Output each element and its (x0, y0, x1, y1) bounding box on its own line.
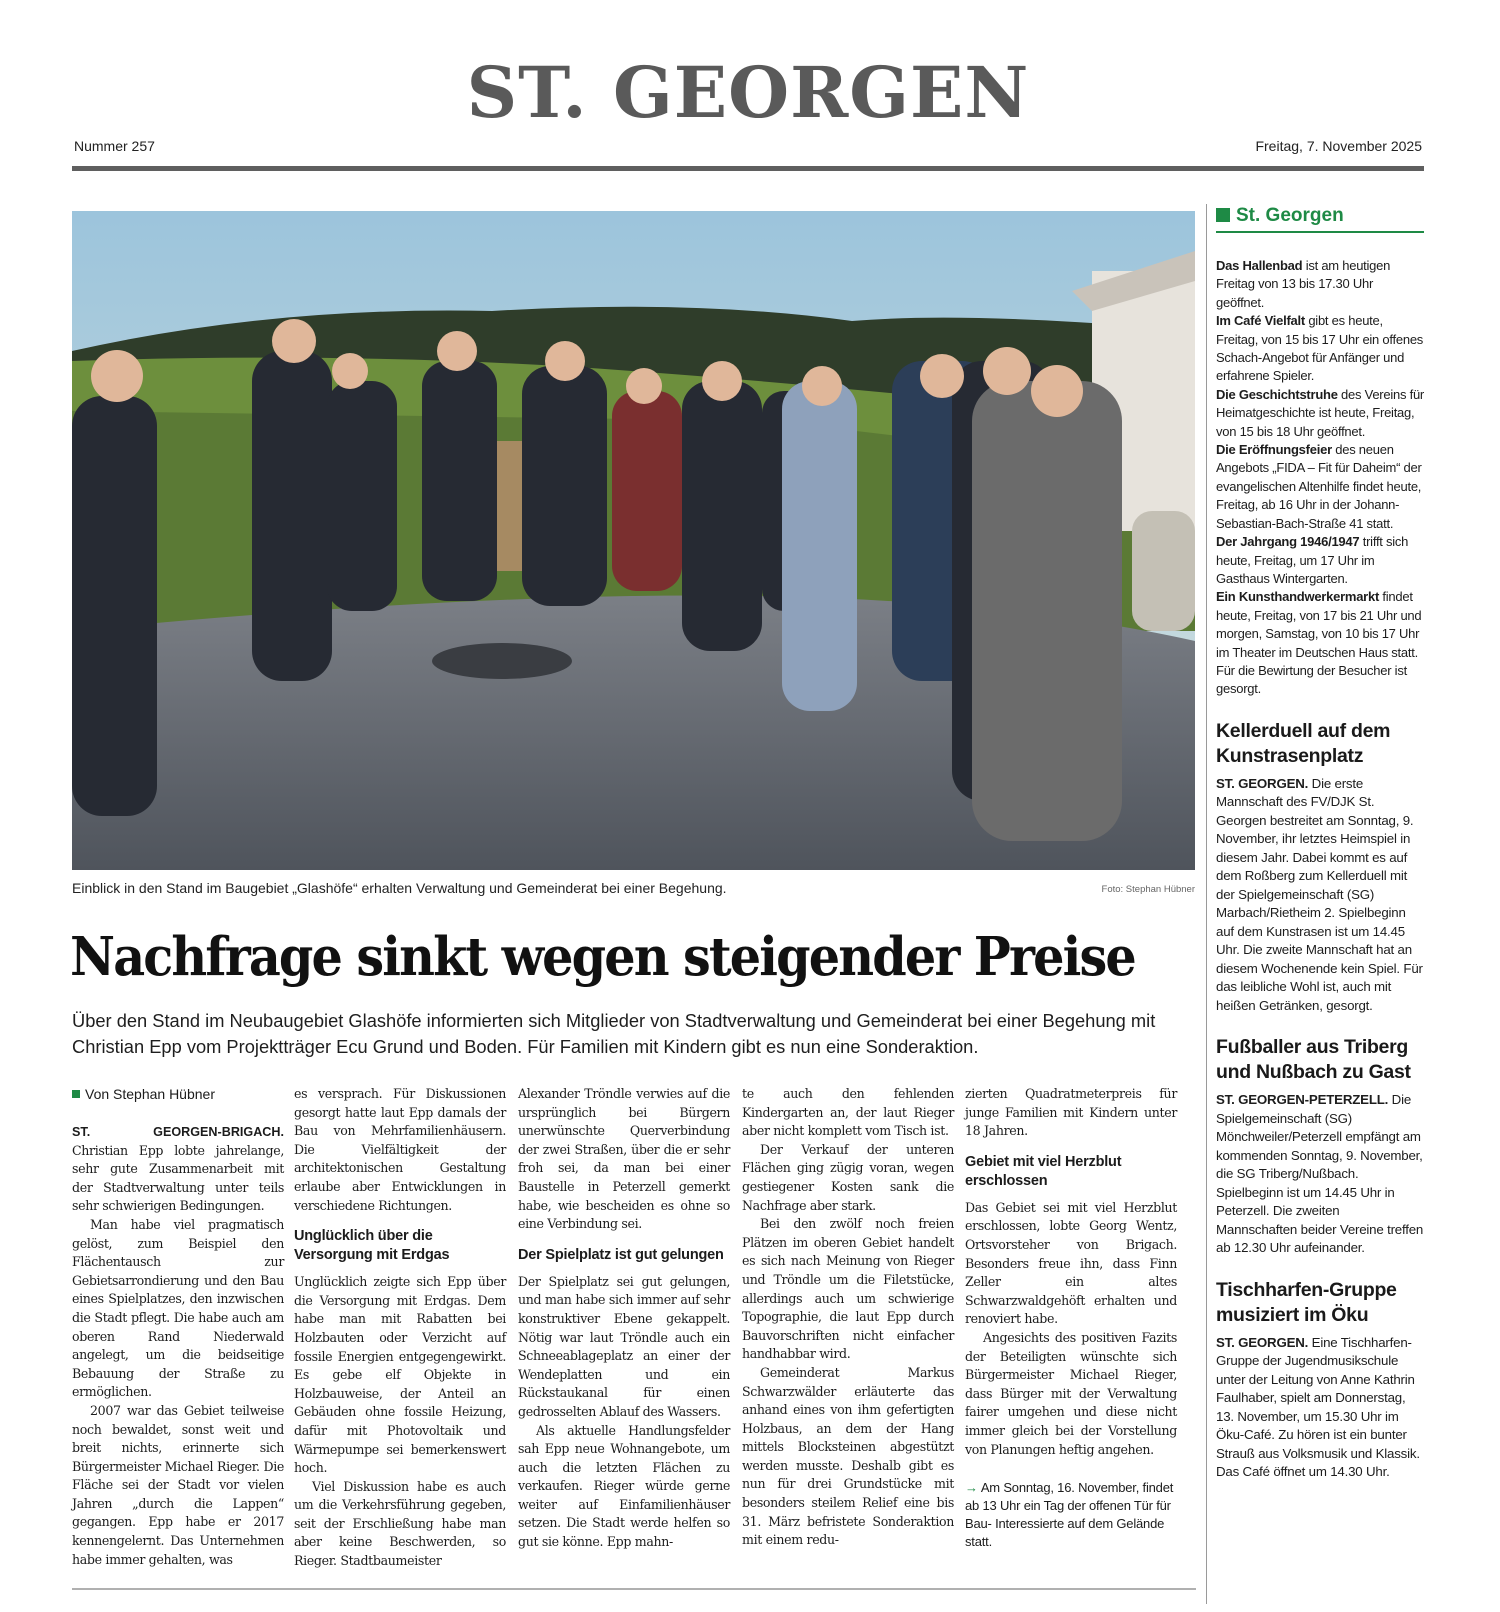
article-bottom-rule (72, 1588, 1196, 1590)
brief-text: trifft sich heute, Freitag, um 17 Uhr im Gasthaus Wintergarten. (1216, 534, 1409, 586)
article-paragraph (72, 1123, 284, 1216)
article-paragraph: Angesichts des positiven Fazits der Beteiligten wünschte sich Bürgermeister Michael Rieger, dass Bürger mit der Verwaltung fairer umgehen und diese nicht immer gleich bei der Vorstellung von Planungen heftig angehen. (965, 1329, 1177, 1457)
article-paragraph: zierten Quadratmeterpreis für junge Familien mit Kindern unter 18 Jahren. (965, 1086, 1177, 1139)
photo-illustration (72, 211, 1195, 870)
article-paragraph: Der Verkauf der unteren Flächen ging zügig voran, wegen gestiegener Kosten sank die Nachfrage aber stark. (742, 1141, 954, 1213)
brief-item (1216, 312, 1424, 386)
article-paragraph: es versprach. Für Diskussionen gesorgt hatte laut Epp damals der Bau von Mehrfamilienhäusern. Die Vielfältigkeit der architektonischen Gestaltung erlaube aber Entwicklungen in verschiedene Richtungen. (294, 1086, 506, 1213)
brief-lead: Ein Kunsthandwerkermarkt (1216, 589, 1380, 605)
article-subhead: Der Spielplatz ist gut gelungen (518, 1246, 724, 1263)
article-column-5 (965, 1085, 1177, 1551)
column-divider (1206, 204, 1207, 1604)
article-column-3 (518, 1085, 730, 1552)
dateline: ST. GEORGEN. (1216, 775, 1309, 791)
sidebar-section-header (1216, 204, 1424, 233)
article-paragraph: Unglücklich zeigte sich Epp über die Versorgung mit Erdgas. Dem habe man mit Rabatten bei Holzbauten oder Verzicht auf fossile Energien entgegengewirkt. Es gebe elf Objekte in Holzbauweise, der Anteil an Gebäuden ohne fossile Heizung, dafür mit Photovoltaik und Wärmepumpe sei bemerkenswert hoch. (294, 1274, 506, 1476)
article-paragraph: Viel Diskussion habe es auch um die Verkehrsführung gegeben, seit der Erschließung habe man aber keine Beschwerden, so Rieger. Stadtbaumeister (294, 1478, 506, 1569)
local-news-sidebar (1216, 204, 1424, 1482)
dateline: ST. GEORGEN-PETERZELL. (1216, 1092, 1389, 1108)
article-column-1 (72, 1085, 284, 1569)
article-paragraph: Man habe viel pragmatisch gelöst, zum Beispiel den Flächentausch zur Gebietsarrondierung und den Bau eines Spielplatzes, den inzwischen die Stadt pflegt. Die habe auch am oberen Rand Niederwald angelegt, um die beidseitige Bebauung der Straße zu ermöglichen. (72, 1216, 284, 1400)
sidebar-article (1216, 1278, 1424, 1482)
brief-lead: Im Café Vielfalt (1216, 313, 1305, 329)
article-paragraph: Als aktuelle Handlungsfelder sah Epp neue Wohnangebote, um auch die letzten Flächen zu verkaufen. Rieger würde gerne weiter auf Einfamilienhäuser setzen. Die Stadt werde helfen so gut sie könne. Epp mahn- (518, 1422, 730, 1550)
photo-credit: Foto: Stephan Hübner (1101, 884, 1195, 895)
sidebar-briefs (1216, 257, 1424, 699)
brief-item (1216, 386, 1424, 441)
article-subhead: Unglücklich über die Versorgung mit Erdgas (294, 1228, 450, 1264)
brief-lead: Der Jahrgang 1946/1947 (1216, 534, 1360, 550)
brief-item (1216, 441, 1424, 533)
issue-date: Freitag, 7. November 2025 (1255, 138, 1422, 154)
brief-item (1216, 257, 1424, 312)
newspaper-masthead: ST. GEORGEN (466, 51, 1030, 134)
article-paragraph: Bei den zwölf noch freien Plätzen im oberen Gebiet handelt es sich nach Meinung von Rieger und Tröndle um die Filetstücke, allerdings auch um schwierige Topographie, die laut Epp durch Bauvorschriften nicht einfacher handhabbar wird. (742, 1216, 954, 1362)
article-teaser: Über den Stand im Neubaugebiet Glashöfe informierten sich Mitglieder von Stadtverwaltung und Gemeinderat bei einer Begehung mit Christian Epp vom Projektträger Ecu Grund und Boden. Für Familien mit Kindern gibt es nun eine Sonderaktion. (72, 1010, 1156, 1057)
paragraph-text: Die Spielgemeinschaft (SG) Mönchweiler/Peterzell empfängt am kommenden Sonntag, 9. November, die SG Triberg/Nußbach. Spielbeginn ist um 14.45 Uhr in Peterzell. Die zweiten Mannschaften beider Vereine treffen ab 12.30 Uhr aufeinander. (1216, 1092, 1424, 1256)
paragraph-text: Eine Tischharfen-Gruppe der Jugendmusikschule unter der Leitung von Anne Kathrin Faulhaber, spielt am Donnerstag, 13. November, um 15.30 Uhr im Öku-Café. Zu hören ist ein bunter Strauß aus Volksmusik und Klassik. Das Café öffnet um 14.30 Uhr. (1216, 1334, 1420, 1480)
issue-number: Nummer 257 (74, 138, 155, 154)
article-paragraph: Gemeinderat Markus Schwarzwälder erläuterte das anhand eines von ihm gefertigten Holzbaus, an dem der Hang mittels Blocksteinen abgestützt werden musste. Deshalb gibt es nun für drei Grundstücke mit besonders steilem Relief eine bis 31. März befristete Sonderaktion mit einem redu- (742, 1364, 954, 1548)
brief-lead: Das Hallenbad (1216, 258, 1303, 273)
sidebar-article-body (1216, 1334, 1424, 1482)
photo-caption: Einblick in den Stand im Baugebiet „Glashöfe“ erhalten Verwaltung und Gemeinderat bei einer Begehung. (72, 880, 727, 896)
event-note-text: Am Sonntag, 16. November, findet ab 13 Uhr ein Tag der offenen Tür für Bau- Interessierte auf dem Gelände statt. (965, 1480, 1174, 1550)
sidebar-article-body (1216, 1091, 1424, 1258)
sidebar-section-title: St. Georgen (1236, 205, 1344, 226)
sidebar-article-body (1216, 775, 1424, 1016)
byline (72, 1085, 284, 1103)
article-paragraph: Das Gebiet sei mit viel Herzblut erschlossen, lobte Georg Wentz, Ortsvorsteher von Brigach. Besonders freue ihn, dass Finn Zeller ein altes Schwarzwaldgehöft erhalten und renoviert habe. (965, 1199, 1177, 1327)
paragraph-text: Christian Epp lobte jahrelange, sehr gute Zusammenarbeit mit der Stadtverwaltung unter teils sehr schwierigen Bedingungen. (72, 1142, 284, 1214)
brief-text: des Vereins für Heimatgeschichte ist heute, Freitag, von 15 bis 18 Uhr geöffnet. (1216, 386, 1425, 439)
arrow-right-icon: → (965, 1480, 978, 1496)
sidebar-article-title: Kellerduell auf dem Kunstrasenplatz (1216, 719, 1391, 767)
brief-item (1216, 588, 1424, 698)
brief-text: gibt es heute, Freitag, von 15 bis 17 Uhr ein offenes Schach-Angebot für Anfänger und erfahrene Spieler. (1216, 313, 1424, 384)
article-paragraph: Der Spielplatz sei gut gelungen, und man habe sich immer auf sehr konstruktiver Ebene gekappelt. Nötig war laut Tröndle auch ein Schneeablageplatz an einer der Wendeplatten und ein Rückstaukanal für einen gedrosselten Ablauf des Wassers. (518, 1273, 730, 1419)
article-subhead: Gebiet mit viel Herzblut erschlossen (965, 1153, 1122, 1189)
brief-text: findet heute, Freitag, von 17 bis 21 Uhr und morgen, Samstag, von 10 bis 17 Uhr im Theater im Deutschen Haus statt. Für die Bewirtung der Besucher ist gesorgt. (1216, 589, 1422, 697)
article-headline: Nachfrage sinkt wegen steigender Preise (70, 926, 1135, 988)
event-note (965, 1479, 1177, 1551)
dateline: ST. GEORGEN-BRIGACH. (72, 1125, 284, 1139)
sidebar-article (1216, 1035, 1424, 1258)
article-paragraph: Alexander Tröndle verwies auf die ursprünglich bei Bürgern unerwünschte Querverbindung der zwei Straßen, über die er sehr froh sei, da man bei einer Baustelle in Peterzell gemerkt habe, wie bescheiden es ohne so eine Verbindung sei. (518, 1086, 730, 1232)
brief-lead: Die Eröffnungsfeier (1216, 442, 1332, 458)
article-photo (72, 211, 1195, 870)
byline-marker-icon (72, 1090, 80, 1098)
brief-text: ist am heutigen Freitag von 13 bis 17.30 Uhr geöffnet. (1216, 258, 1391, 310)
dateline: ST. GEORGEN. (1216, 1334, 1309, 1350)
article-column-2 (294, 1085, 506, 1571)
brief-lead: Die Geschichtstruhe (1216, 386, 1338, 402)
brief-text: des neuen Angebots „FIDA – Fit für Daheim“ der evangelischen Altenhilfe findet heute, Freitag, ab 16 Uhr in der Johann-Sebastian-Bach-Straße 41 statt. (1216, 442, 1422, 531)
masthead-rule (72, 166, 1424, 171)
article-paragraph: te auch den fehlenden Kindergarten an, der laut Rieger aber nicht komplett vom Tisch ist. (742, 1086, 954, 1139)
sidebar-article-title: Fußballer aus Triberg und Nußbach zu Gast (1216, 1036, 1411, 1084)
sidebar-article-title: Tischharfen-Gruppe musiziert im Öku (1216, 1278, 1397, 1326)
sidebar-article (1216, 719, 1424, 1016)
brief-item (1216, 533, 1424, 588)
byline-text: Von Stephan Hübner (85, 1086, 215, 1102)
paragraph-text: Die erste Mannschaft des FV/DJK St. Georgen bestreitet am Sonntag, 9. November, ihr letztes Heimspiel in diesem Jahr. Dabei kommt es auf dem Roßberg zum Kellerduell mit der Spielgemeinschaft (SG) Marbach/Rietheim 2. Spielbeginn auf dem Kunstrasen ist um 14.45 Uhr. Die zweite Mannschaft hat an diesem Wochenende kein Spiel. Für das leibliche Wohl ist, auch mit heißen Getränken, gesorgt. (1216, 775, 1423, 1013)
article-paragraph: 2007 war das Gebiet teilweise noch bewaldet, sonst weit und breit nichts, erinnerte sich Bürgermeister Michael Rieger. Die Fläche sei der Stadt vor vielen Jahren „durch die Lappen“ gegangen. Epp habe er 2017 kennengelernt. Das Unternehmen habe immer gehalten, was (72, 1402, 284, 1567)
article-column-4 (742, 1085, 954, 1550)
section-marker-icon (1216, 208, 1230, 222)
